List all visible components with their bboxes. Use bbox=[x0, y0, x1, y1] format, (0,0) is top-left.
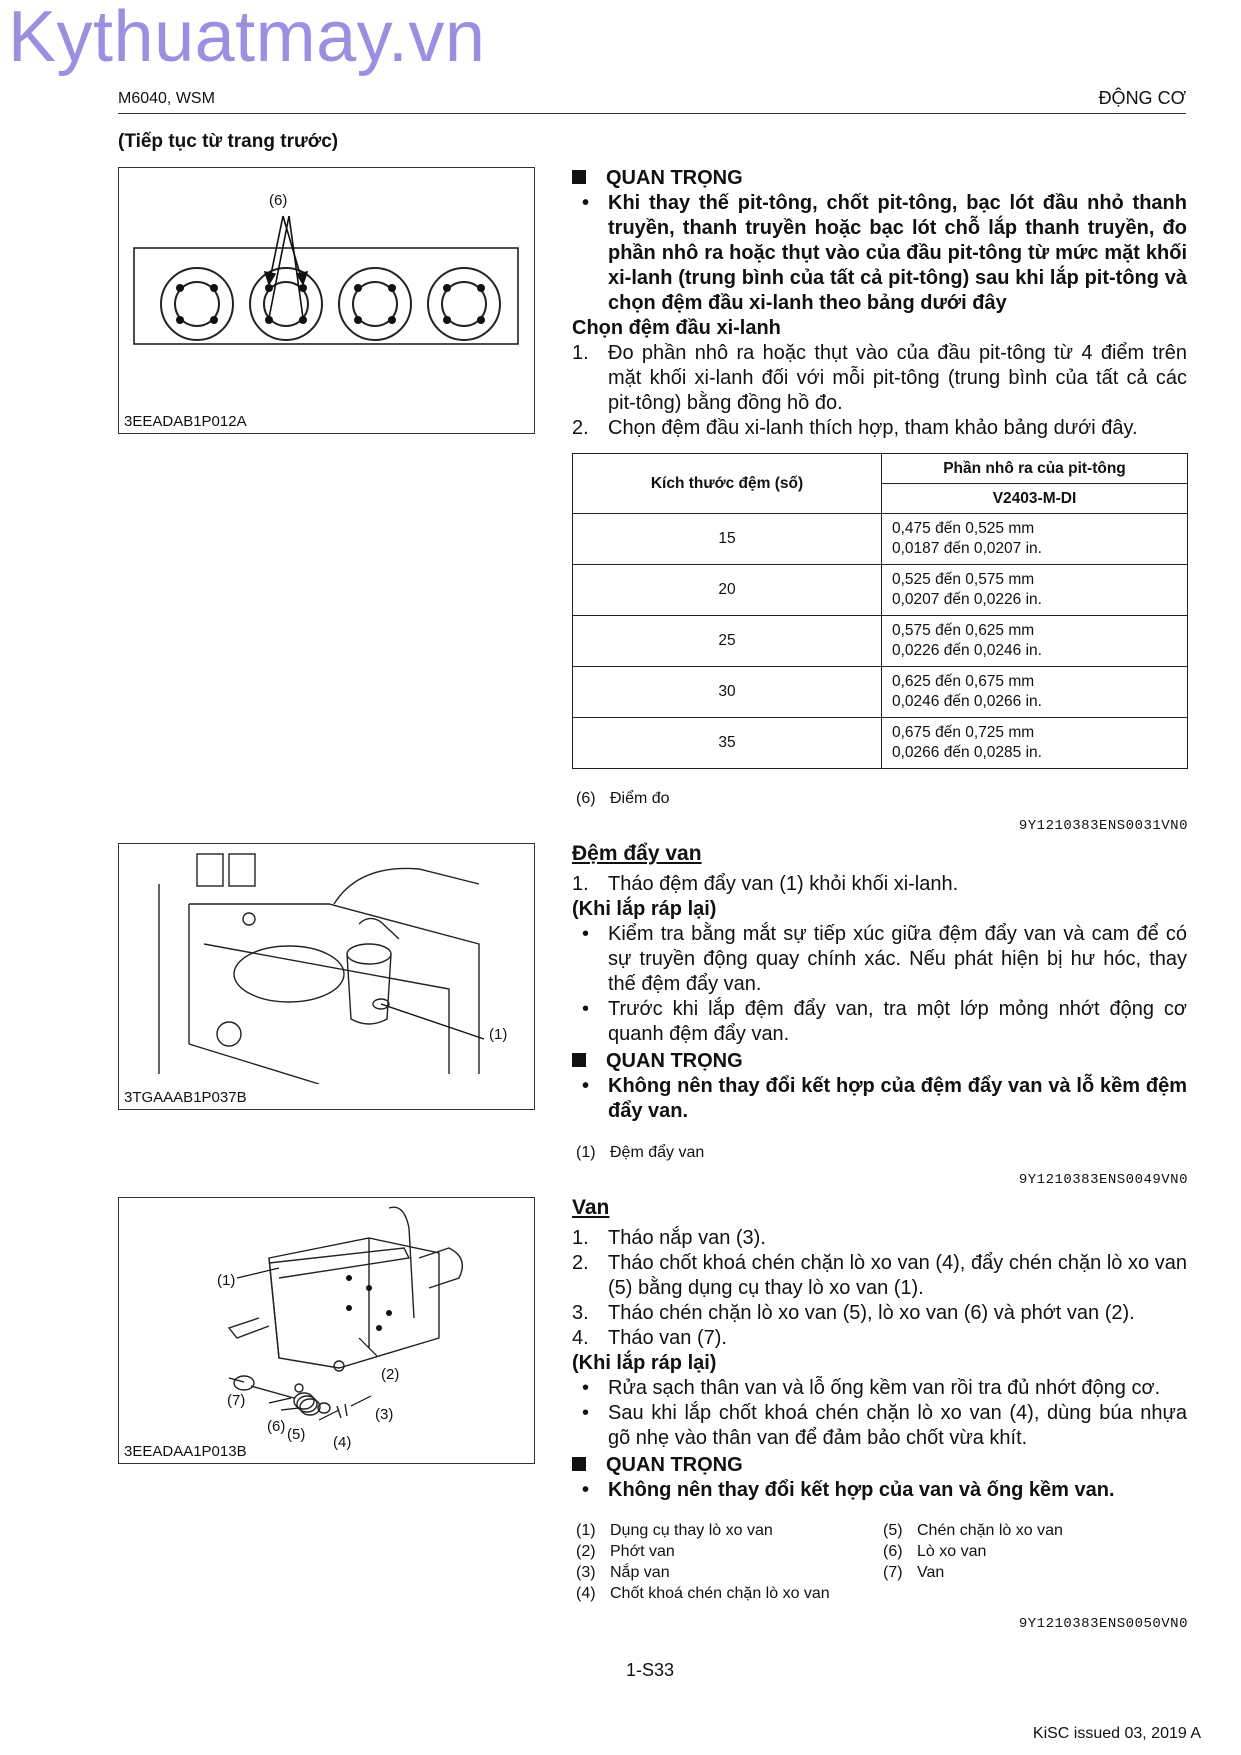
caption-list-left bbox=[576, 1520, 876, 1604]
important-note: • Không nên thay đổi kết hợp của van và ống kềm van. bbox=[572, 1478, 1187, 1503]
header-section: ĐỘNG CƠ bbox=[1098, 88, 1186, 108]
caption-item: (5) Chén chặn lò xo van bbox=[883, 1522, 1063, 1539]
cylinder-block-diagram bbox=[119, 168, 534, 408]
square-bullet-icon bbox=[572, 170, 586, 184]
table-row: 20 0,525 đến 0,575 mm 0,0207 đến 0,0226 in. bbox=[573, 565, 1188, 616]
page-number: 1-S33 bbox=[626, 1660, 675, 1680]
figure-valve-removal bbox=[118, 1197, 535, 1464]
figure-callout-1: (1) bbox=[217, 1272, 236, 1289]
step-item: 2. Chọn đệm đầu xi-lanh thích hợp, tham khảo bảng dưới đây. bbox=[572, 417, 1138, 439]
square-bullet-icon bbox=[572, 1457, 586, 1471]
figure-callout-7: (7) bbox=[227, 1392, 246, 1409]
important-note: • Không nên thay đổi kết hợp của đệm đẩy van và lỗ kềm đệm đẩy van. bbox=[572, 1074, 1187, 1124]
caption-item: (4) Chốt khoá chén chặn lò xo van bbox=[576, 1585, 830, 1602]
figure-callout-3: (3) bbox=[375, 1406, 394, 1423]
figure-valve-tappet bbox=[118, 843, 535, 1110]
reassembly-heading: (Khi lắp ráp lại) bbox=[572, 898, 717, 920]
caption-item: (2) Phớt van bbox=[576, 1543, 675, 1560]
step-item: 3. Tháo chén chặn lò xo van (5), lò xo van (6) và phớt van (2). bbox=[572, 1302, 1135, 1324]
step-item: 1. Tháo nắp van (3). bbox=[572, 1227, 766, 1249]
section-title: Đệm đẩy van bbox=[572, 842, 702, 865]
header-rule bbox=[118, 113, 1186, 114]
caption-item: (6) Điểm đo bbox=[576, 790, 670, 807]
table-row: 30 0,625 đến 0,675 mm 0,0246 đến 0,0266 in. bbox=[573, 667, 1188, 718]
gasket-size-table bbox=[572, 453, 1188, 769]
bullet-item: • Rửa sạch thân van và lỗ ống kềm van rồi tra đủ nhớt động cơ. bbox=[572, 1376, 1187, 1401]
figure-callout-5: (5) bbox=[287, 1426, 306, 1443]
square-bullet-icon bbox=[572, 1053, 586, 1067]
tappet-removal-illustration bbox=[119, 844, 534, 1084]
bullet-item: • Kiểm tra bằng mắt sự tiếp xúc giữa đệm đẩy van và cam để có sự truyền động quay chính xác. Nếu phát hiện bị hư hóc, thay thế đệm đẩy van. bbox=[572, 922, 1187, 997]
reassembly-heading: (Khi lắp ráp lại) bbox=[572, 1352, 717, 1374]
caption-item: (3) Nắp van bbox=[576, 1564, 670, 1581]
subsection-title: Chọn đệm đầu xi-lanh bbox=[572, 317, 781, 339]
table-header-model: V2403-M-DI bbox=[882, 484, 1188, 514]
step-item: 4. Tháo van (7). bbox=[572, 1327, 727, 1349]
section-title: Van bbox=[572, 1196, 610, 1219]
important-heading: QUAN TRỌNG bbox=[572, 1453, 1187, 1478]
figure-callout-4: (4) bbox=[333, 1434, 352, 1451]
bullet-item: • Sau khi lắp chốt khoá chén chặn lò xo van (4), dùng búa nhựa gõ nhẹ vào thân van để đảm bảo chốt vừa khít. bbox=[572, 1401, 1187, 1451]
table-header-protrusion: Phần nhô ra của pit-tông bbox=[882, 454, 1188, 484]
watermark: Kythuatmay.vn bbox=[8, 0, 486, 77]
figure-code: 3TGAAAB1P037B bbox=[124, 1089, 247, 1106]
header-model: M6040, WSM bbox=[118, 90, 215, 107]
caption-item: (7) Van bbox=[883, 1564, 945, 1581]
important-heading: QUAN TRỌNG bbox=[572, 1049, 1187, 1074]
table-header-size: Kích thước đệm (số) bbox=[573, 454, 882, 514]
document-code: 9Y1210383ENS0049VN0 bbox=[1018, 1172, 1188, 1188]
document-code: 9Y1210383ENS0031VN0 bbox=[1018, 818, 1188, 834]
section-head-gasket bbox=[572, 166, 1187, 441]
document-code: 9Y1210383ENS0050VN0 bbox=[1018, 1616, 1188, 1632]
step-item: 2. Tháo chốt khoá chén chặn lò xo van (4), đẩy chén chặn lò xo van (5) bằng dụng cụ thay lò xo van (1). bbox=[572, 1252, 1187, 1299]
figure-piston-measure-points bbox=[118, 167, 535, 434]
table-row: 35 0,675 đến 0,725 mm 0,0266 đến 0,0285 in. bbox=[573, 718, 1188, 769]
figure-code: 3EEADAB1P012A bbox=[124, 413, 247, 430]
figure-callout-6: (6) bbox=[267, 1418, 286, 1435]
section-valve bbox=[572, 1195, 1187, 1503]
section-valve-tappet bbox=[572, 841, 1187, 1124]
figure-code: 3EEADAA1P013B bbox=[124, 1443, 247, 1460]
caption-item: (1) Dụng cụ thay lò xo van bbox=[576, 1522, 773, 1539]
step-item: 1. Đo phần nhô ra hoặc thụt vào của đầu pit-tông từ 4 điểm trên mặt khối xi-lanh đối với mỗi pit-tông (trung bình của tất cả các pit-tông) bằng đồng hồ đo. bbox=[572, 342, 1187, 414]
bullet-item: • Trước khi lắp đệm đẩy van, tra một lớp mỏng nhớt động cơ quanh đệm đẩy van. bbox=[572, 997, 1187, 1047]
caption-item: (6) Lò xo van bbox=[883, 1543, 987, 1560]
issue-note: KiSC issued 03, 2019 A bbox=[1032, 1725, 1201, 1742]
caption-list-right bbox=[883, 1520, 1183, 1583]
continued-note: (Tiếp tục từ trang trước) bbox=[118, 131, 339, 152]
caption-item: (1) Đệm đẩy van bbox=[576, 1144, 705, 1161]
figure-callout-6: (6) bbox=[269, 192, 288, 209]
figure-callout-2: (2) bbox=[381, 1366, 400, 1383]
important-note: • Khi thay thế pit-tông, chốt pit-tông, bạc lót đầu nhỏ thanh truyền, thanh truyền hoặc bạc lót chỗ lắp thanh truyền, đo phần nhô ra hoặc thụt vào của đầu pit-tông từ mức mặt khối xi-lanh (trung bình của tất cả pit-tông) sau khi lắp pit-tông và chọn đệm đầu xi-lanh theo bảng dưới đây bbox=[572, 191, 1187, 316]
important-heading: QUAN TRỌNG bbox=[572, 166, 1187, 191]
step-item: 1. Tháo đệm đẩy van (1) khỏi khối xi-lanh. bbox=[572, 873, 959, 895]
table-row: 25 0,575 đến 0,625 mm 0,0226 đến 0,0246 in. bbox=[573, 616, 1188, 667]
table-row: 15 0,475 đến 0,525 mm 0,0187 đến 0,0207 in. bbox=[573, 514, 1188, 565]
figure-callout-1: (1) bbox=[489, 1026, 508, 1043]
valve-spring-tool-illustration bbox=[119, 1198, 534, 1438]
